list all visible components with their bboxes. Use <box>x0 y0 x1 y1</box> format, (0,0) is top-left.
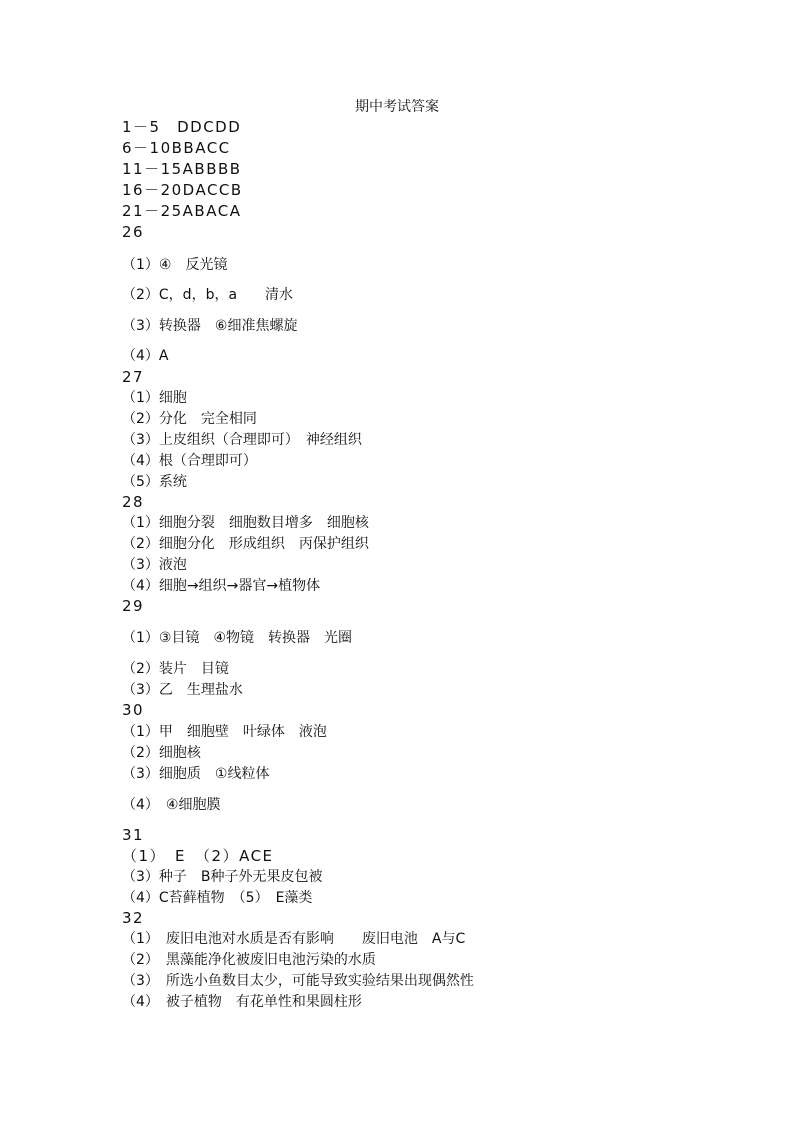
answer-line-26-4: （4）A <box>122 348 169 364</box>
question-number-32: 32 <box>122 909 145 927</box>
answer-line-26-2: （2）C，d，b，a 清水 <box>122 287 294 303</box>
answer-line-29-3: （3）乙 生理盐水 <box>122 682 243 698</box>
answer-line-30-2: （2）细胞核 <box>122 745 201 761</box>
answer-line-26-3: （3）转换器 ⑥细准焦螺旋 <box>122 318 298 334</box>
answer-line-30-3: （3）细胞质 ①线粒体 <box>122 766 270 782</box>
answer-line-27-2: （2）分化 完全相同 <box>122 411 257 427</box>
answer-line-32-1: （1） 废旧电池对水质是否有影响 废旧电池 A与C <box>122 931 466 947</box>
answer-line-31-4-5: （4）C苔藓植物 （5） E藻类 <box>122 890 313 906</box>
answer-line-30-4: （4） ④细胞膜 <box>122 797 221 813</box>
answer-line-mc-6-10: 6－10BBACC <box>122 139 231 157</box>
answer-line-mc-21-25: 21－25ABACA <box>122 202 242 220</box>
page-title: 期中考试答案 <box>355 99 439 115</box>
answer-line-27-3: （3）上皮组织（合理即可） 神经组织 <box>122 432 362 448</box>
answer-line-28-2: （2）细胞分化 形成组织 丙保护组织 <box>122 536 369 552</box>
answer-line-29-1: （1）③目镜 ④物镜 转换器 光圈 <box>122 630 353 646</box>
question-number-30: 30 <box>122 701 145 719</box>
answer-line-28-4: （4）细胞→组织→器官→植物体 <box>122 578 321 594</box>
answer-line-27-5: （5）系统 <box>122 474 187 490</box>
answer-line-29-2: （2）装片 目镜 <box>122 661 229 677</box>
answer-line-28-1: （1）细胞分裂 细胞数目增多 细胞核 <box>122 515 369 531</box>
answer-line-31-3: （3）种子 B种子外无果皮包被 <box>122 869 323 885</box>
question-number-27: 27 <box>122 368 145 386</box>
question-number-28: 28 <box>122 493 145 511</box>
answer-line-mc-11-15: 11－15ABBBB <box>122 160 242 178</box>
answer-line-27-4: （4）根（合理即可） <box>122 453 257 469</box>
question-number-26: 26 <box>122 223 145 241</box>
answer-line-mc-1-5: 1－5 DDCDD <box>122 118 242 136</box>
answer-line-27-1: （1）细胞 <box>122 390 187 406</box>
question-number-31: 31 <box>122 826 145 844</box>
question-number-29: 29 <box>122 597 145 615</box>
answer-line-31-1-2: （1） E （2）ACE <box>122 847 274 865</box>
answer-line-32-4: （4） 被子植物 有花单性和果圆柱形 <box>122 994 362 1010</box>
answer-line-mc-16-20: 16－20DACCB <box>122 181 243 199</box>
answer-line-26-1: （1）④ 反光镜 <box>122 257 228 273</box>
answer-line-32-2: （2） 黑藻能净化被废旧电池污染的水质 <box>122 952 376 968</box>
answer-line-28-3: （3）液泡 <box>122 557 187 573</box>
answer-line-32-3: （3） 所选小鱼数目太少，可能导致实验结果出现偶然性 <box>122 973 474 989</box>
answer-line-30-1: （1）甲 细胞壁 叶绿体 液泡 <box>122 724 327 740</box>
